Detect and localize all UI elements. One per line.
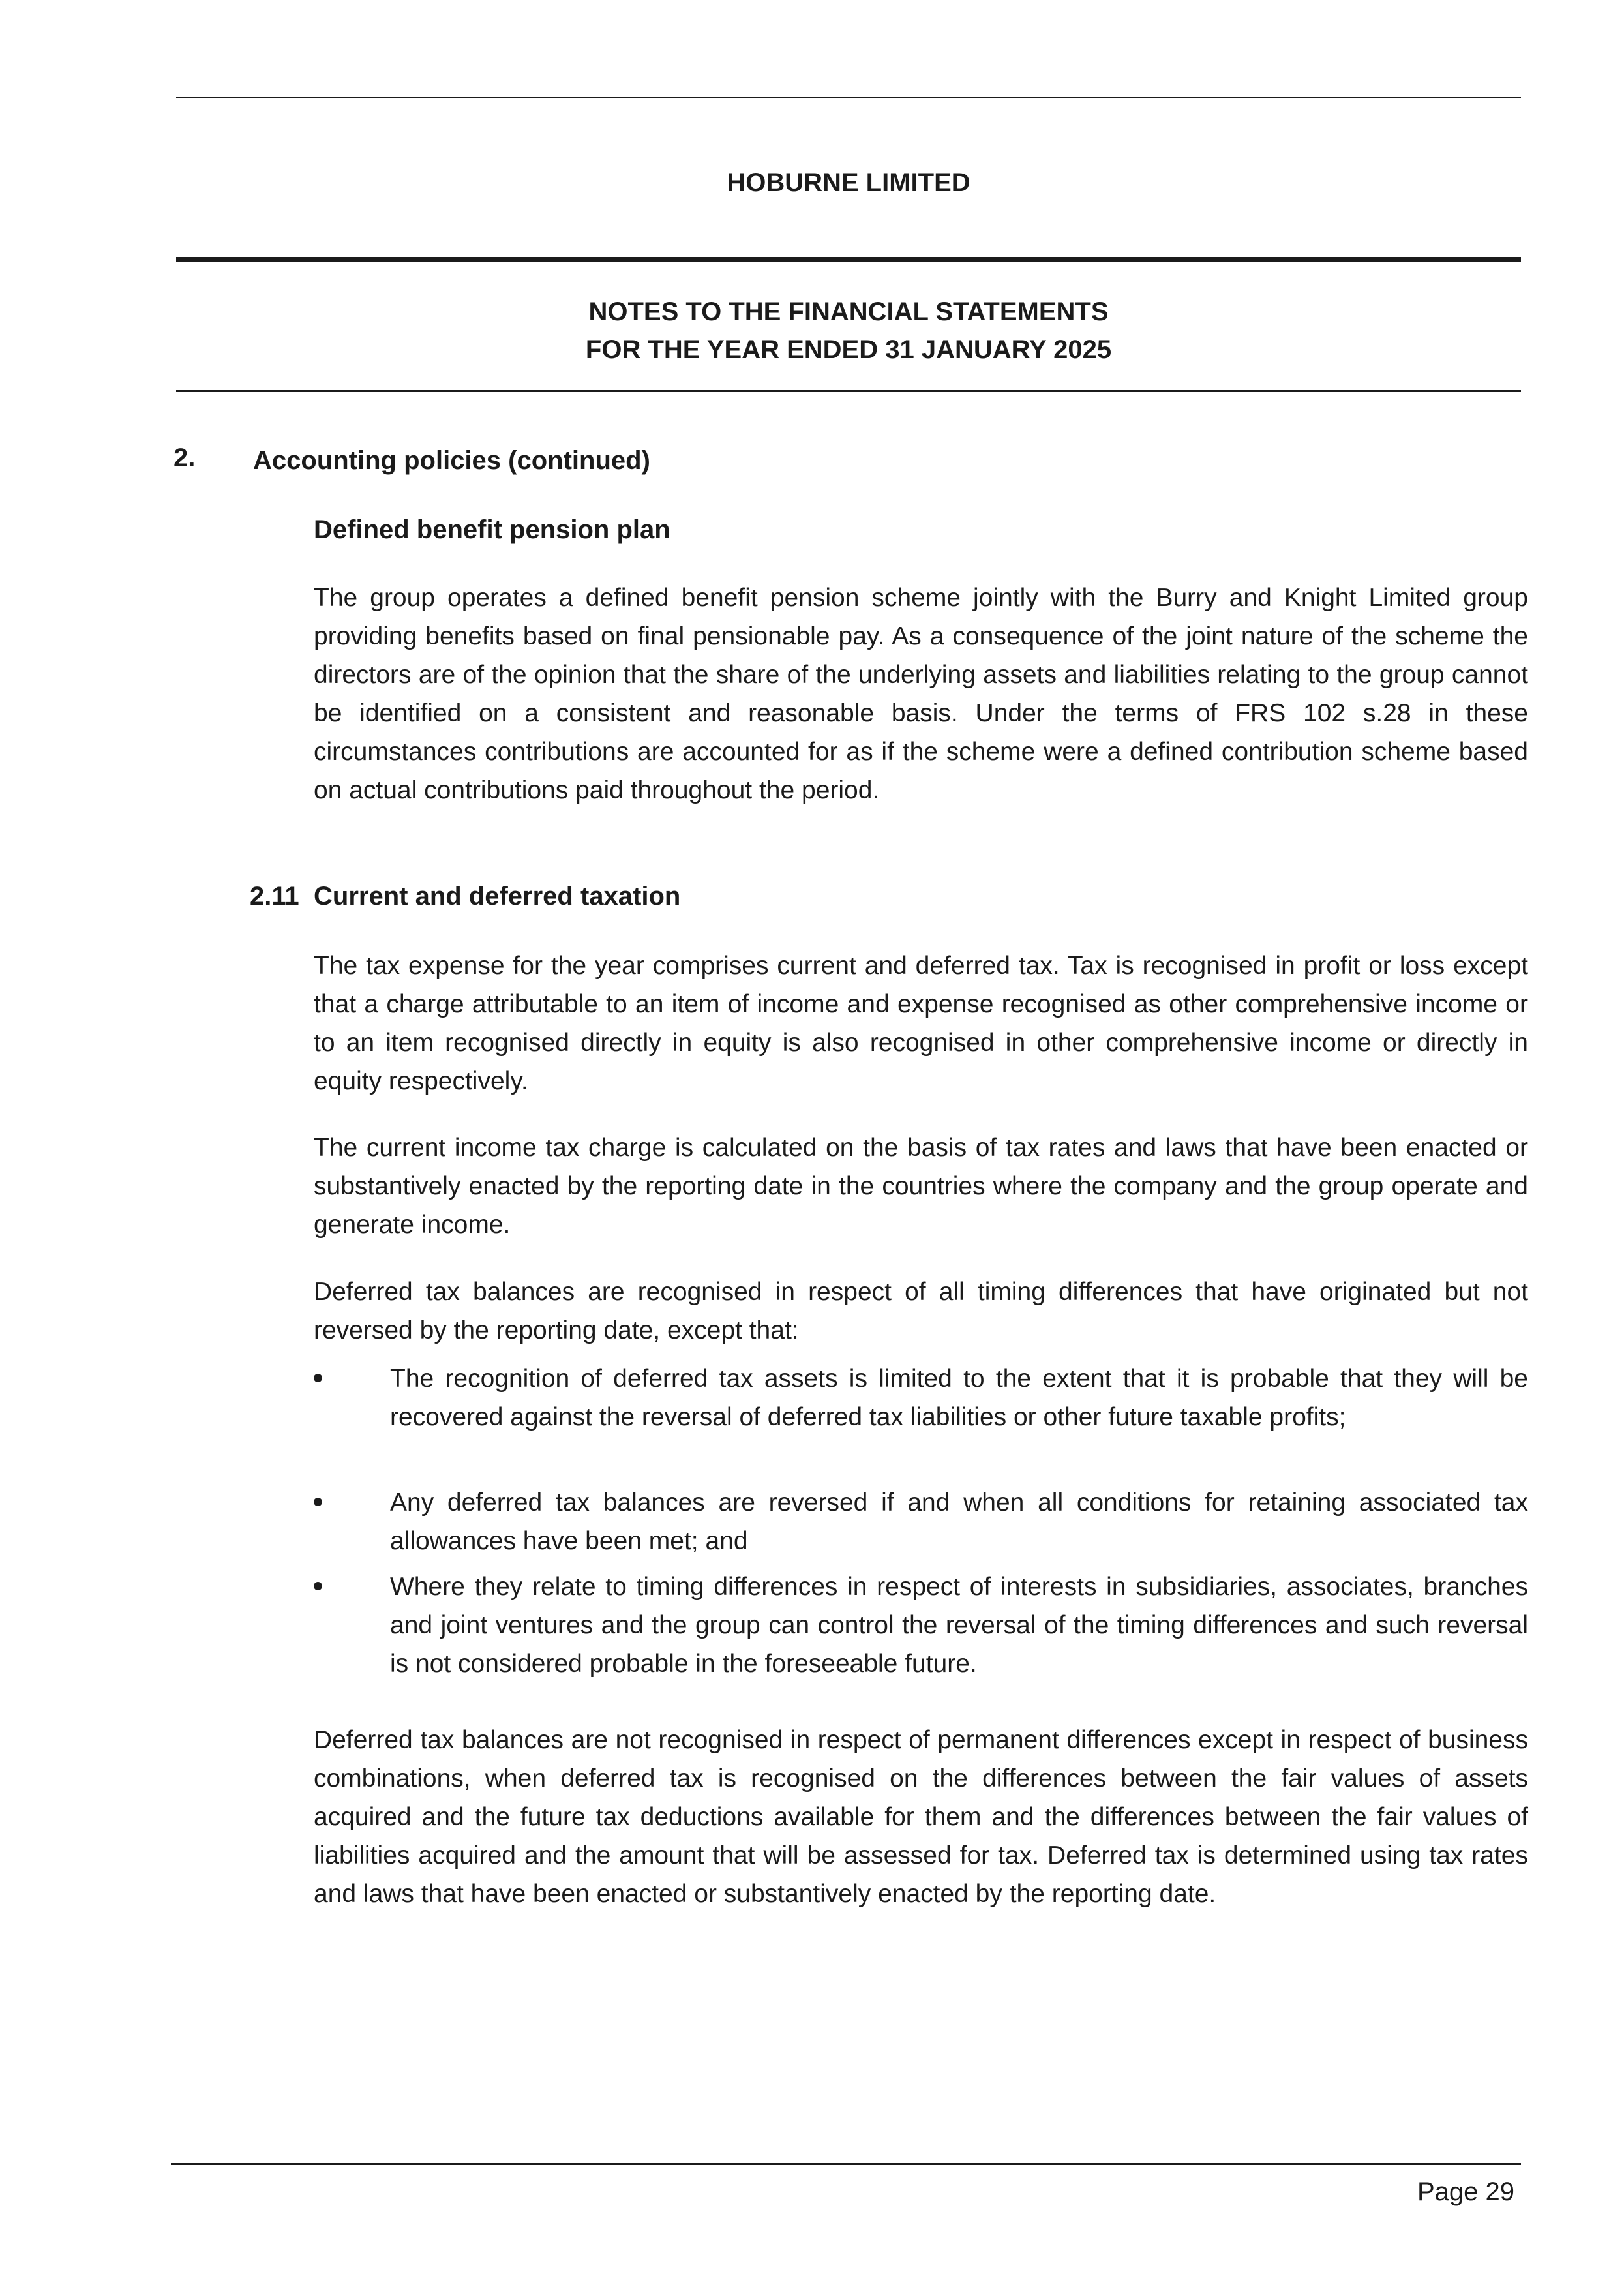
bullet-icon (314, 1498, 322, 1506)
taxation-paragraph-3: Deferred tax balances are recognised in respect of all timing differences that have originated but not reversed by the reporting date, except that: (314, 1278, 1528, 1344)
taxation-paragraph-2: The current income tax charge is calculated on the basis of tax rates and laws that have been enacted or substantively enacted by the reporting date in the countries where the company and the group operate and generate income. (314, 1134, 1528, 1239)
section-number: 2. (173, 444, 196, 472)
taxation-paragraph-4: Deferred tax balances are not recognised in respect of permanent differences except in respect of business combinations, when deferred tax is recognised on the differences between the fair values of assets acquired and the future tax deductions available for them and the differences between the fair values of liabilities acquired and the amount that will be assessed for tax. Deferred tax is determined using tax rates and laws that have been enacted or substantively enacted by the reporting date. (314, 1726, 1528, 1908)
bullet-icon (314, 1374, 322, 1382)
defined-benefit-heading: Defined benefit pension plan (314, 515, 670, 544)
footer-rule (171, 2163, 1521, 2165)
bullet-text: Any deferred tax balances are reversed if and when all conditions for retaining associated tax allowances have been met; and (390, 1489, 1528, 1555)
notes-title-line1: NOTES TO THE FINANCIAL STATEMENTS (588, 297, 1109, 326)
bullet-icon (314, 1582, 322, 1590)
page-number: Page 29 (1417, 2177, 1514, 2206)
taxation-paragraph-1: The tax expense for the year comprises current and deferred tax. Tax is recognised in profit or loss except that a charge attributable to an item of income and expense recognised as other comprehensive income or to an item recognised directly in equity is also recognised in other comprehensive income or directly in equity respectively. (314, 952, 1528, 1095)
bullet-text: The recognition of deferred tax assets is limited to the extent that it is probable that they will be recovered against the reversal of deferred tax liabilities or other future taxable profits; (390, 1365, 1528, 1431)
header-bottom-rule (176, 390, 1521, 392)
header-thick-rule (176, 257, 1521, 262)
top-rule (176, 97, 1521, 98)
company-name: HOBURNE LIMITED (727, 168, 970, 197)
taxation-heading: Current and deferred taxation (314, 882, 681, 911)
section-title: Accounting policies (continued) (253, 446, 650, 475)
notes-title-line2: FOR THE YEAR ENDED 31 JANUARY 2025 (585, 335, 1112, 364)
defined-benefit-paragraph: The group operates a defined benefit pension scheme jointly with the Burry and Knight Limited group providing benefits based on final pensionable pay. As a consequence of the joint nature of the scheme the directors are of the opinion that the share of the underlying assets and liabilities relating to the group cannot be identified on a consistent and reasonable basis. Under the terms of FRS 102 s.28 in these circumstances contributions are accounted for as if the scheme were a defined contribution scheme based on actual contributions paid throughout the period. (314, 584, 1528, 804)
bullet-text: Where they relate to timing differences in respect of interests in subsidiaries, associates, branches and joint ventures and the group can control the reversal of the timing differences and such reversal is not considered probable in the foreseeable future. (390, 1573, 1528, 1678)
taxation-number: 2.11 (250, 882, 299, 911)
